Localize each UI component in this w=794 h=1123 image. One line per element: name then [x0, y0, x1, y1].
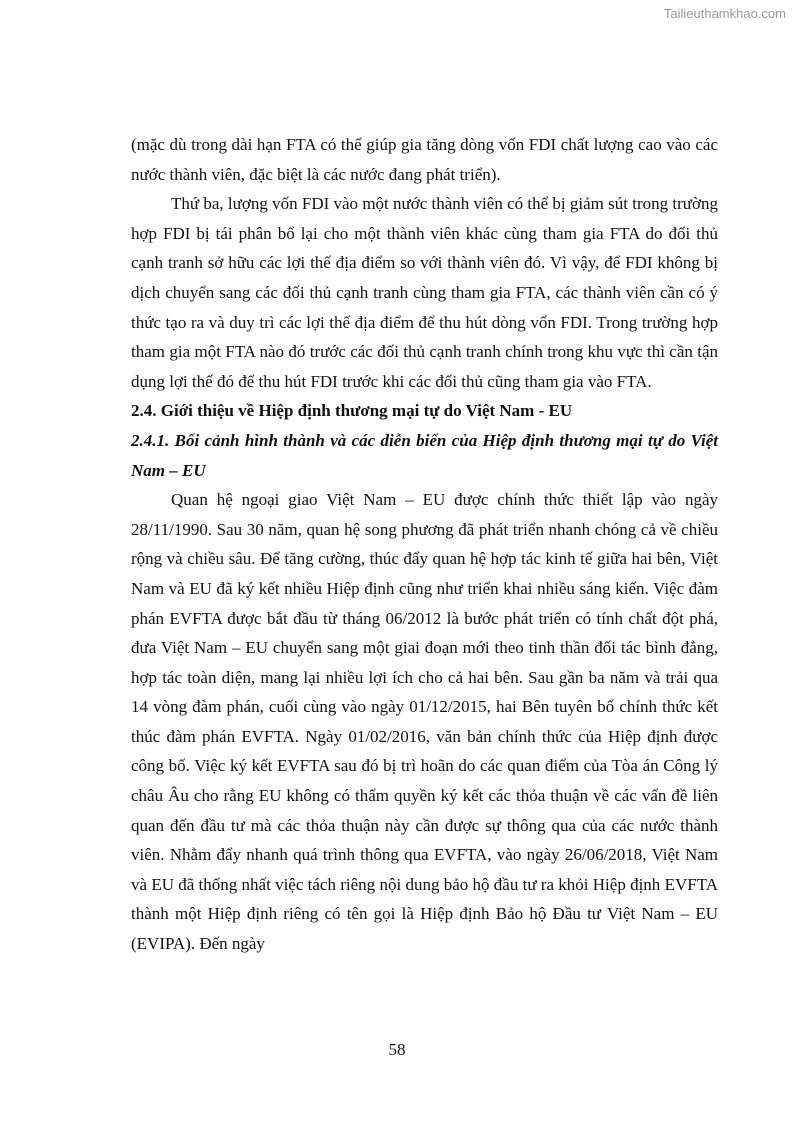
page-number: 58: [388, 1040, 406, 1059]
paragraph-background: Quan hệ ngoại giao Việt Nam – EU được chính thức thiết lập vào ngày 28/11/1990. Sau 30 năm, quan hệ song phương đã phát triển nhanh chóng cả về chiều rộng và chiều sâu. Để tăng cường, thúc đẩy quan hệ hợp tác kinh tế giữa hai bên, Việt Nam và EU đã ký kết nhiều Hiệp định cũng như triển khai nhiều sáng kiến. Việc đàm phán EVFTA được bắt đầu từ tháng 06/2012 là bước phát triển có tính chất đột phá, đưa Việt Nam – EU chuyển sang một giai đoạn mới theo tinh thần đối tác bình đẳng, hợp tác toàn diện, mang lại nhiều lợi ích cho cả hai bên. Sau gần ba năm và trải qua 14 vòng đàm phán, cuối cùng vào ngày 01/12/2015, hai Bên tuyên bố chính thức kết thúc đàm phán EVFTA. Ngày 01/02/2016, văn bản chính thức của Hiệp định được công bố. Việc ký kết EVFTA sau đó bị trì hoãn do các quan điểm của Tòa án Công lý châu Âu cho rằng EU không có thẩm quyền ký kết các thỏa thuận về các vấn đề liên quan đến đầu tư mà các thỏa thuận này cần được sự thông qua của các nước thành viên. Nhằm đẩy nhanh quá trình thông qua EVFTA, vào ngày 26/06/2018, Việt Nam và EU đã thống nhất việc tách riêng nội dung bảo hộ đầu tư ra khỏi Hiệp định EVFTA thành một Hiệp định riêng có tên gọi là Hiệp định Bảo hộ Đầu tư Việt Nam – EU (EVIPA). Đến ngày: [131, 490, 718, 954]
section-heading: 2.4. Giới thiệu về Hiệp định thương mại tự do Việt Nam - EU: [131, 401, 573, 421]
paragraph-continuation: (mặc dù trong dài hạn FTA có thể giúp gia tăng dòng vốn FDI chất lượng cao vào các nước thành viên, đặc biệt là các nước đang phát triển).: [131, 135, 718, 184]
paragraph-third-point: Thứ ba, lượng vốn FDI vào một nước thành viên có thể bị giảm sút trong trường hợp FDI bị tái phân bổ lại cho một thành viên khác cùng tham gia FTA do đối thủ cạnh tranh sở hữu các lợi thế địa điểm so với thành viên đó. Vì vậy, để FDI không bị dịch chuyển sang các đối thủ cạnh tranh cùng tham gia FTA, các thành viên cần có ý thức tạo ra và duy trì các lợi thế địa điểm để thu hút dòng vốn FDI. Trong trường hợp tham gia một FTA nào đó trước các đối thủ cạnh tranh chính trong khu vực thì cần tận dụng lợi thế đó để thu hút FDI trước khi các đối thủ cũng tham gia vào FTA.: [131, 194, 718, 391]
page-body: [131, 130, 718, 959]
subsection-heading: 2.4.1. Bối cảnh hình thành và các diễn biến của Hiệp định thương mại tự do Việt Nam – EU: [131, 430, 718, 480]
watermark: Tailieuthamkhao.com: [663, 6, 786, 21]
